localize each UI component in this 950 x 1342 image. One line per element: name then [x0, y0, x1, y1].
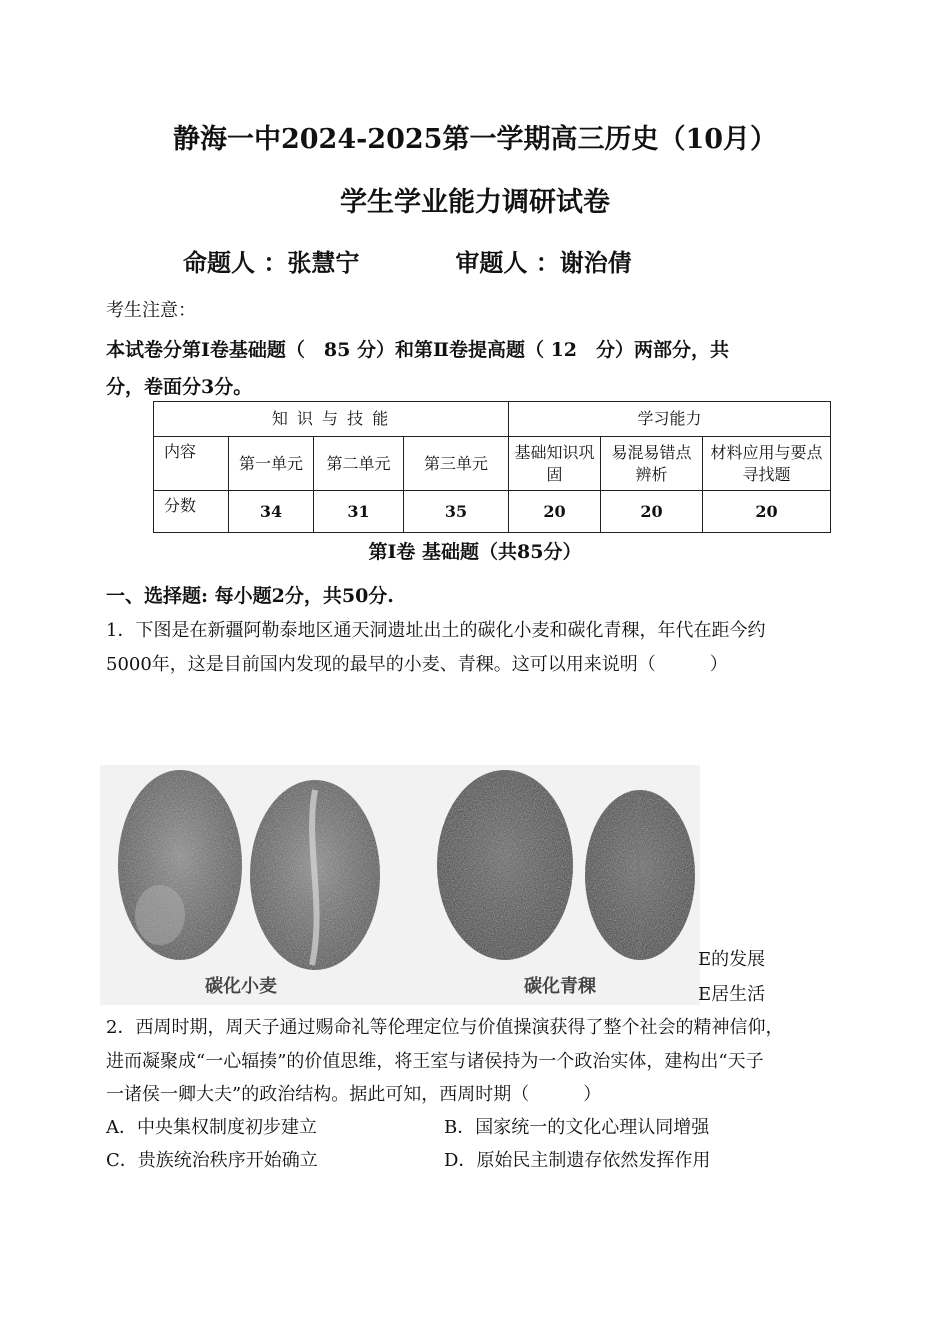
q1-line1: 1．下图是在新疆阿勒泰地区通天洞遗址出土的碳化小麦和碳化青稞，年代在距今约 — [106, 620, 766, 641]
option-letter: C． — [106, 1150, 138, 1171]
q1-option-fragment-1: E的发展 — [698, 949, 766, 970]
q2-option-d — [444, 1146, 710, 1172]
table-col-label: 第三单元 — [404, 437, 509, 491]
table-row-head-content: 内容 — [154, 437, 229, 491]
score-table — [153, 401, 831, 533]
option-text: 原始民主制遗存依然发挥作用 — [476, 1150, 711, 1171]
exam-title-line2: 学生学业能力调研试卷 — [340, 187, 610, 218]
exam-title-line1: 静海一中2024-2025第一学期高三历史（10月） — [172, 124, 778, 155]
q2-line3: 一诸侯一卿大夫”的政治结构。据此可知，西周时期（ ） — [106, 1084, 602, 1105]
q2-line1: 2．西周时期，周天子通过赐命礼等伦理定位与价值操演获得了整个社会的精神信仰， — [106, 1017, 784, 1038]
option-text: 中央集权制度初步建立 — [137, 1117, 317, 1138]
option-letter: A． — [106, 1117, 137, 1138]
notice-line1: 本试卷分第Ⅰ卷基础题（ 85 分）和第Ⅱ卷提高题（ 12 分）两部分，共 — [106, 339, 730, 361]
table-col-label: 第一单元 — [229, 437, 314, 491]
table-score-cell: 20 — [703, 491, 831, 533]
q2-option-b — [444, 1113, 709, 1139]
table-group-ability: 学习能力 — [509, 402, 831, 437]
table-score-cell: 20 — [601, 491, 703, 533]
caption-wheat: 碳化小麦 — [205, 976, 277, 997]
table-score-cell: 31 — [314, 491, 404, 533]
caption-barley: 碳化青稞 — [524, 976, 596, 997]
q1-line2: 5000年，这是目前国内发现的最早的小麦、青稞。这可以用来说明（ ） — [106, 654, 728, 675]
table-col-label: 基础知识巩固 — [509, 437, 601, 491]
notice-line2: 分，卷面分3分。 — [106, 376, 253, 398]
q2-line2: 进而凝聚成“一心辐揍”的价值思维，将王室与诸侯持为一个政治实体，建构出“天子 — [106, 1051, 764, 1072]
table-group-knowledge: 知 识 与 技 能 — [154, 402, 509, 437]
exam-authors: 命题人 ：张慧宁 审题人 ：谢治倩 — [183, 248, 632, 277]
option-text: 国家统一的文化心理认同增强 — [475, 1117, 710, 1138]
carbonized-seeds-photo — [100, 765, 700, 1005]
barley-seed-1 — [437, 770, 573, 960]
table-col-label: 材料应用与要点寻找题 — [703, 437, 831, 491]
table-col-label: 易混易错点辨析 — [601, 437, 703, 491]
option-letter: B． — [444, 1117, 476, 1138]
part-title: 第Ⅰ卷 基础题（共85分） — [368, 541, 582, 563]
q1-option-fragment-2: E居生活 — [698, 984, 766, 1005]
table-col-label: 第二单元 — [314, 437, 404, 491]
table-score-cell: 20 — [509, 491, 601, 533]
notice-label: 考生注意： — [106, 300, 196, 321]
section-heading: 一、选择题: 每小题2分，共50分. — [106, 585, 394, 607]
table-score-cell: 34 — [229, 491, 314, 533]
table-score-cell: 35 — [404, 491, 509, 533]
option-text: 贵族统治秩序开始确立 — [137, 1150, 318, 1171]
q2-option-a — [106, 1113, 317, 1139]
table-row-head-score: 分数 — [154, 491, 229, 533]
q2-option-c — [106, 1146, 318, 1172]
option-letter: D． — [444, 1150, 477, 1171]
